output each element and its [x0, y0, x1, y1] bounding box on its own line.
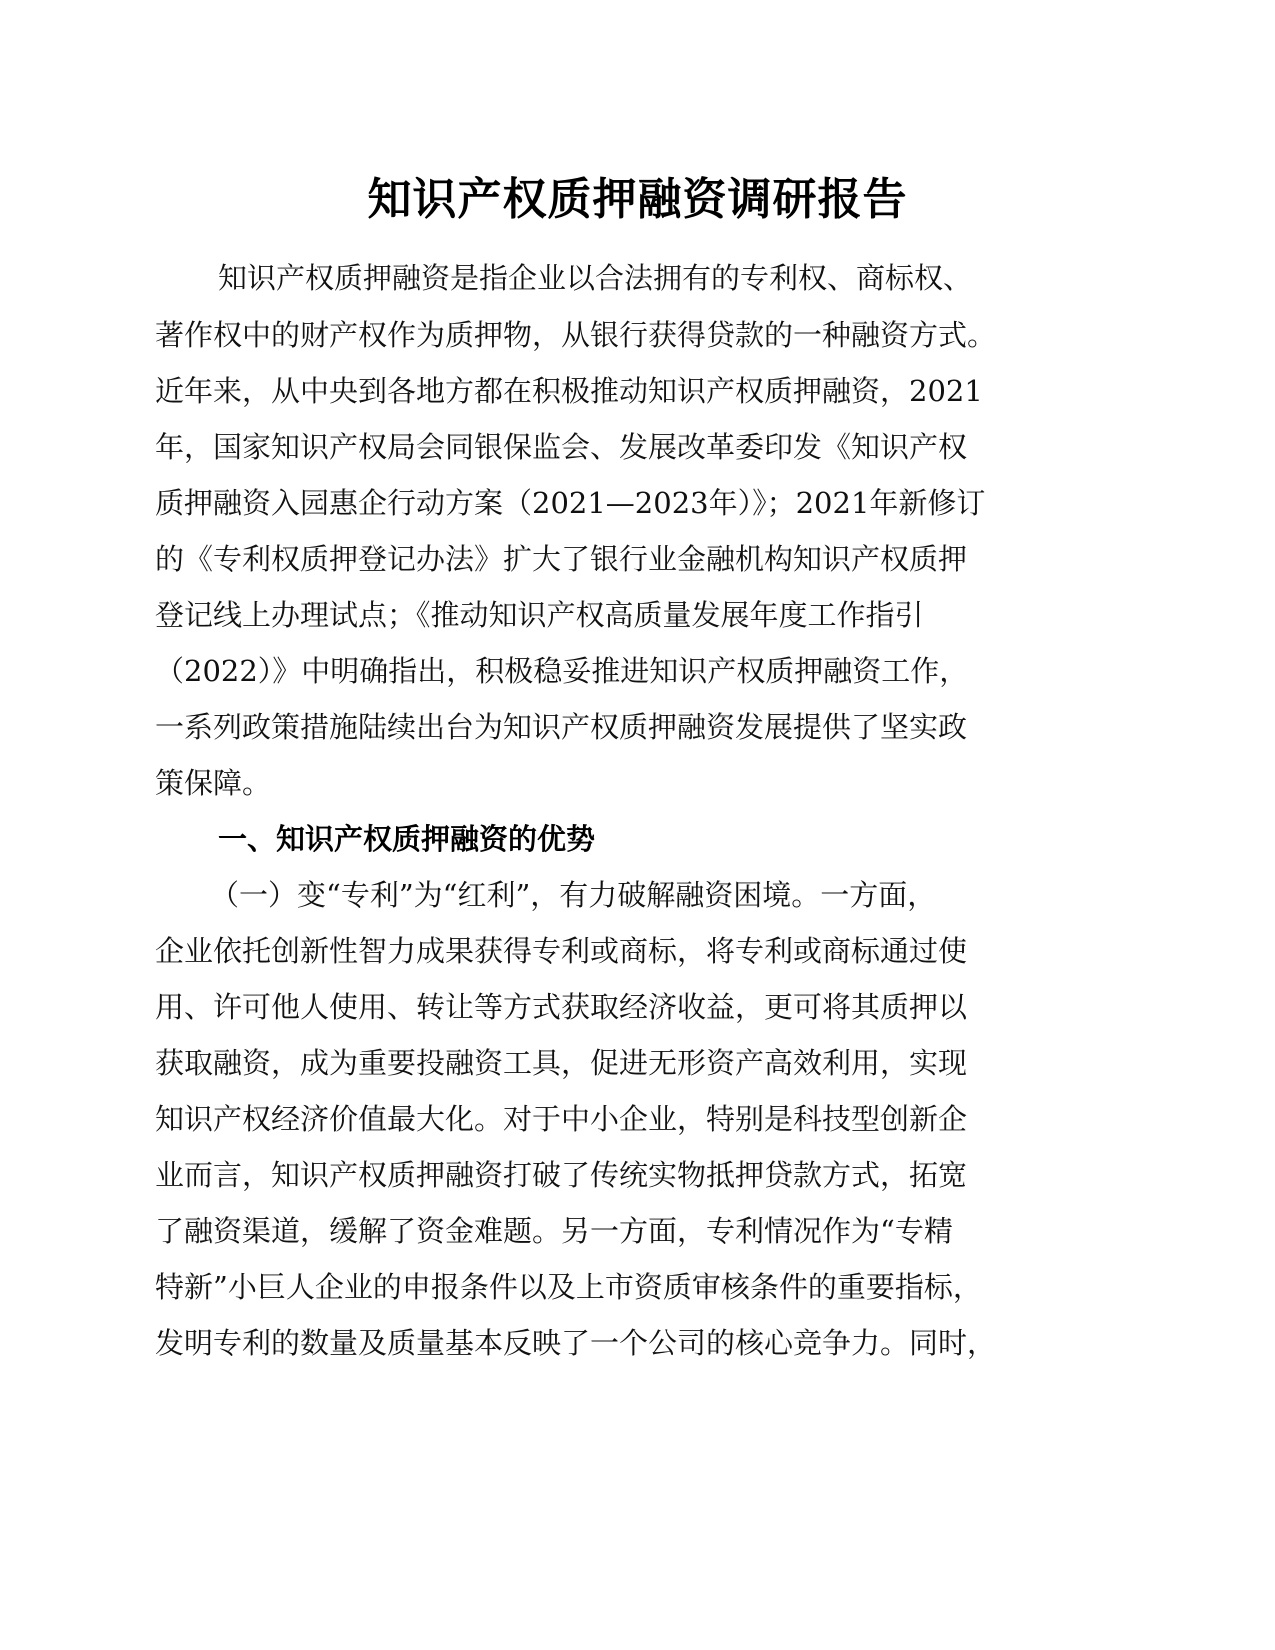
paragraph-line: 知识产权经济价值最大化。对于中小企业，特别是科技型创新企 [155, 1102, 968, 1136]
paragraph-line: 著作权中的财产权作为质押物，从银行获得贷款的一种融资方式。 [155, 318, 997, 352]
paragraph-line: 用、许可他人使用、转让等方式获取经济收益，更可将其质押以 [155, 990, 968, 1024]
paragraph-line: 知识产权质押融资是指企业以合法拥有的专利权、商标权、 [218, 261, 973, 295]
paragraph-line: 一系列政策措施陆续出台为知识产权质押融资发展提供了坚实政 [155, 710, 968, 744]
section-heading: 一、知识产权质押融资的优势 [218, 822, 596, 856]
paragraph-line: 策保障。 [155, 766, 272, 800]
paragraph-line: 企业依托创新性智力成果获得专利或商标，将专利或商标通过使 [155, 934, 968, 968]
paragraph-line: 登记线上办理试点；《推动知识产权高质量发展年度工作指引 [155, 598, 924, 632]
paragraph-line: （2022）》中明确指出，积极稳妥推进知识产权质押融资工作， [155, 654, 969, 688]
paragraph-line: 质押融资入园惠企行动方案（2021—2023年）》；2021年新修订 [155, 486, 986, 520]
paragraph-line: 特新”小巨人企业的申报条件以及上市资质审核条件的重要指标， [155, 1270, 982, 1304]
paragraph-line: 业而言，知识产权质押融资打破了传统实物抵押贷款方式，拓宽 [155, 1158, 968, 1192]
document-title: 知识产权质押融资调研报告 [367, 174, 908, 225]
paragraph-line: 发明专利的数量及质量基本反映了一个公司的核心竞争力。同时， [155, 1326, 997, 1360]
paragraph-line: 近年来，从中央到各地方都在积极推动知识产权质押融资，2021 [155, 374, 983, 408]
paragraph-line: 获取融资，成为重要投融资工具，促进无形资产高效利用，实现 [155, 1046, 968, 1080]
paragraph-line: 了融资渠道，缓解了资金难题。另一方面，专利情况作为“专精 [155, 1214, 953, 1248]
paragraph-line: 年，国家知识产权局会同银保监会、发展改革委印发《知识产权 [155, 430, 968, 464]
paragraph-line: （一）变“专利”为“红利”，有力破解融资困境。一方面， [210, 878, 937, 912]
paragraph-line: 的《专利权质押登记办法》扩大了银行业金融机构知识产权质押 [155, 542, 968, 576]
